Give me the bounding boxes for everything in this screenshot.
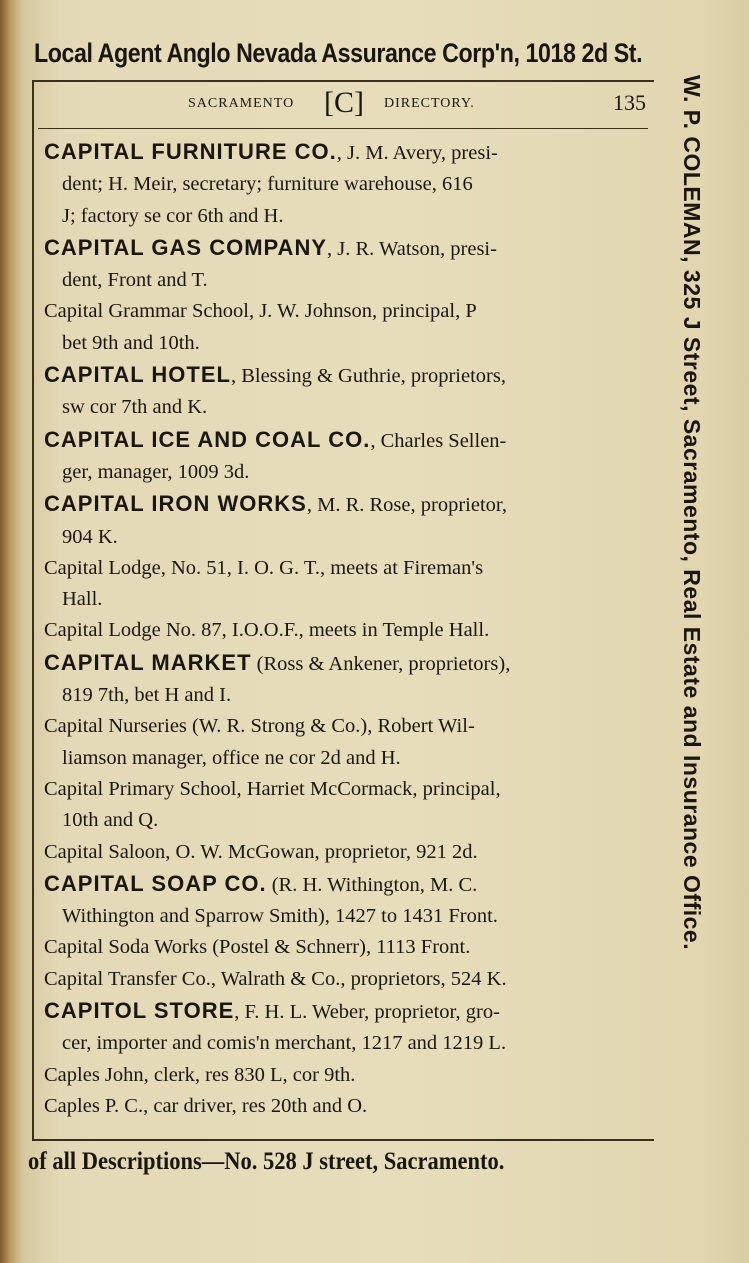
entry-text: Capital Transfer Co., Walrath & Co., proprietors, 524 K. <box>44 967 507 990</box>
directory-entry <box>44 424 642 489</box>
bottom-advertisement: of all Descriptions—No. 528 J street, Sacramento. <box>28 1148 505 1175</box>
entry-continuation: liamson manager, office ne cor 2d and H. <box>62 746 401 769</box>
entry-continuation: bet 9th and 10th. <box>62 331 200 354</box>
firm-name: CAPITAL FURNITURE CO. <box>44 139 337 164</box>
entry-continuation: 819 7th, bet H and I. <box>62 684 232 707</box>
directory-entry <box>44 868 642 933</box>
entry-text: Capital Primary School, Harriet McCormack, principal, <box>44 777 501 800</box>
firm-name: CAPITAL ICE AND COAL CO. <box>44 426 371 452</box>
entry-text: Capital Grammar School, J. W. Johnson, principal, P <box>44 300 477 323</box>
entry-text: Capital Lodge, No. 51, I. O. G. T., meets at Fireman's <box>44 556 484 579</box>
directory-entry <box>44 359 642 424</box>
directory-entry <box>44 488 642 553</box>
entry-text: , M. R. Rose, proprietor, <box>306 494 508 517</box>
directory-entry <box>44 615 642 646</box>
top-advertisement: Local Agent Anglo Nevada Assurance Corp'n, 1018 2d St. <box>34 38 643 68</box>
firm-name: CAPITAL SOAP CO. <box>44 870 267 896</box>
entry-continuation: dent, Front and T. <box>62 269 208 292</box>
entry-text: Capital Soda Works (Postel & Schnerr), 1113 Front. <box>44 936 471 959</box>
firm-name: CAPITAL GAS COMPANY <box>44 234 328 260</box>
header-city: SACRAMENTO <box>188 96 295 111</box>
entry-text: Caples P. C., car driver, res 20th and O. <box>44 1094 368 1117</box>
entry-continuation: cer, importer and comis'n merchant, 1217 and 1219 L. <box>62 1032 507 1055</box>
entry-continuation: dent; H. Meir, secretary; furniture warehouse, 616 <box>62 173 473 196</box>
directory-entry <box>44 711 642 774</box>
header-letter: [C] <box>324 86 364 119</box>
entry-text: Caples John, clerk, res 830 L, cor 9th. <box>44 1063 356 1086</box>
directory-entry <box>44 232 642 297</box>
entry-text: , Blessing & Guthrie, proprietors, <box>230 365 506 388</box>
entry-text: (R. H. Withington, M. C. <box>266 873 478 896</box>
directory-entry <box>44 964 642 995</box>
entry-continuation: 904 K. <box>62 525 118 548</box>
directory-entry <box>44 296 642 359</box>
directory-entry <box>44 932 642 963</box>
entry-text: , Charles Sellen- <box>370 429 507 452</box>
entry-continuation: ger, manager, 1009 3d. <box>62 460 250 483</box>
directory-entry <box>44 774 642 837</box>
entry-continuation: Withington and Sparrow Smith), 1427 to 1431 Front. <box>62 905 498 928</box>
directory-entry <box>44 995 642 1060</box>
directory-entry <box>44 837 642 868</box>
entry-text: , F. H. L. Weber, proprietor, gro- <box>234 1001 500 1024</box>
entry-continuation: sw cor 7th and K. <box>62 396 208 419</box>
directory-entry <box>44 1060 642 1091</box>
entry-text: , J. M. Avery, presi- <box>336 142 498 164</box>
entry-continuation: 10th and Q. <box>62 809 159 832</box>
side-advertisement-text: W. P. COLEMAN, 325 J Street, Sacramento, Real Estate and Insurance Office. <box>679 75 705 951</box>
directory-entry <box>44 136 642 232</box>
entry-text: Capital Lodge No. 87, I.O.O.F., meets in Temple Hall. <box>44 619 490 642</box>
directory-entry <box>44 1091 642 1122</box>
entry-continuation: Hall. <box>62 588 103 611</box>
entry-text: Capital Saloon, O. W. McGowan, proprietor, 921 2d. <box>44 840 478 863</box>
entry-text: Capital Nurseries (W. R. Strong & Co.), Robert Wil- <box>44 715 475 738</box>
firm-name: CAPITAL MARKET <box>44 649 252 675</box>
entry-text: , J. R. Watson, presi- <box>327 237 497 260</box>
page-number: 135 <box>613 90 646 115</box>
directory-entry <box>44 553 642 616</box>
firm-name: CAPITAL HOTEL <box>44 362 231 388</box>
entry-text: (Ross & Ankener, proprietors), <box>251 652 511 675</box>
running-header <box>38 88 648 129</box>
firm-name: CAPITAL IRON WORKS <box>44 491 307 517</box>
directory-entry <box>44 647 642 712</box>
side-advertisement <box>678 75 718 1150</box>
entry-continuation: J; factory se cor 6th and H. <box>62 204 284 227</box>
directory-entries <box>44 136 642 1122</box>
firm-name: CAPITOL STORE <box>44 998 235 1024</box>
header-directory: DIRECTORY. <box>384 96 475 111</box>
